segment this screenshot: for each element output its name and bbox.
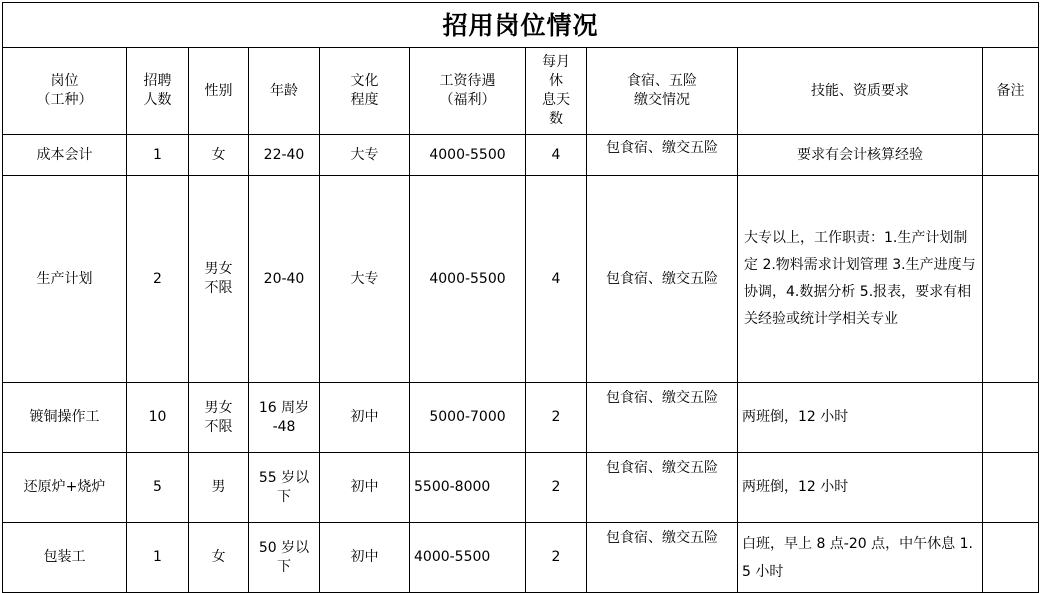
cell-requirements: 两班倒，12 小时	[738, 383, 983, 453]
cell-requirements: 两班倒，12 小时	[738, 453, 983, 523]
header-row	[3, 48, 1039, 135]
table-title: 招用岗位情况	[3, 3, 1039, 48]
cell-requirements: 大专以上，工作职责：1.生产计划制定 2.物料需求计划管理 3.生产进度与协调，4.数据分析 5.报表，要求有相关经验或统计学相关专业	[738, 176, 983, 383]
table-row	[3, 453, 1039, 523]
cell-education: 初中	[320, 523, 410, 593]
cell-position: 包装工	[3, 523, 127, 593]
cell-position: 镀铜操作工	[3, 383, 127, 453]
cell-gender: 男	[189, 453, 249, 523]
cell-welfare: 包食宿、缴交五险	[587, 176, 738, 383]
cell-age: 55 岁以 下	[249, 453, 320, 523]
recruitment-sheet	[2, 2, 1038, 580]
cell-age: 22-40	[249, 135, 320, 176]
table-row	[3, 383, 1039, 453]
cell-remarks	[983, 135, 1039, 176]
cell-position: 生产计划	[3, 176, 127, 383]
cell-salary: 4000-5500	[410, 135, 526, 176]
title-row	[3, 3, 1039, 48]
header-count: 招聘 人数	[127, 48, 189, 135]
cell-remarks	[983, 383, 1039, 453]
cell-salary: 5000-7000	[410, 383, 526, 453]
table-row	[3, 176, 1039, 383]
cell-remarks	[983, 176, 1039, 383]
cell-salary: 4000-5500	[410, 523, 526, 593]
cell-welfare: 包食宿、缴交五险	[587, 453, 738, 523]
table-row	[3, 523, 1039, 593]
cell-age: 20-40	[249, 176, 320, 383]
cell-count: 1	[127, 523, 189, 593]
cell-position: 成本会计	[3, 135, 127, 176]
header-requirements: 技能、资质要求	[738, 48, 983, 135]
header-remarks: 备注	[983, 48, 1039, 135]
cell-rest-days: 4	[526, 176, 587, 383]
cell-requirements: 白班，早上 8 点-20 点，中午休息 1.5 小时	[738, 523, 983, 593]
cell-requirements: 要求有会计核算经验	[738, 135, 983, 176]
cell-welfare: 包食宿、缴交五险	[587, 383, 738, 453]
cell-education: 大专	[320, 135, 410, 176]
cell-gender: 男女 不限	[189, 176, 249, 383]
cell-welfare: 包食宿、缴交五险	[587, 135, 738, 176]
cell-education: 初中	[320, 383, 410, 453]
table-row	[3, 135, 1039, 176]
cell-count: 1	[127, 135, 189, 176]
header-position: 岗位 （工种）	[3, 48, 127, 135]
header-gender: 性别	[189, 48, 249, 135]
cell-remarks	[983, 523, 1039, 593]
header-age: 年龄	[249, 48, 320, 135]
cell-rest-days: 2	[526, 453, 587, 523]
header-welfare: 食宿、五险 缴交情况	[587, 48, 738, 135]
cell-education: 大专	[320, 176, 410, 383]
cell-position: 还原炉+烧炉	[3, 453, 127, 523]
cell-gender: 男女 不限	[189, 383, 249, 453]
cell-rest-days: 2	[526, 383, 587, 453]
cell-count: 10	[127, 383, 189, 453]
cell-count: 2	[127, 176, 189, 383]
cell-remarks	[983, 453, 1039, 523]
cell-age: 16 周岁 -48	[249, 383, 320, 453]
cell-welfare: 包食宿、缴交五险	[587, 523, 738, 593]
header-education: 文化 程度	[320, 48, 410, 135]
cell-count: 5	[127, 453, 189, 523]
header-rest-days: 每月 休 息天 数	[526, 48, 587, 135]
cell-gender: 女	[189, 523, 249, 593]
cell-salary: 5500-8000	[410, 453, 526, 523]
recruitment-table	[2, 2, 1039, 593]
header-salary: 工资待遇 （福利）	[410, 48, 526, 135]
cell-education: 初中	[320, 453, 410, 523]
cell-age: 50 岁以 下	[249, 523, 320, 593]
cell-rest-days: 4	[526, 135, 587, 176]
cell-rest-days: 2	[526, 523, 587, 593]
cell-gender: 女	[189, 135, 249, 176]
cell-salary: 4000-5500	[410, 176, 526, 383]
